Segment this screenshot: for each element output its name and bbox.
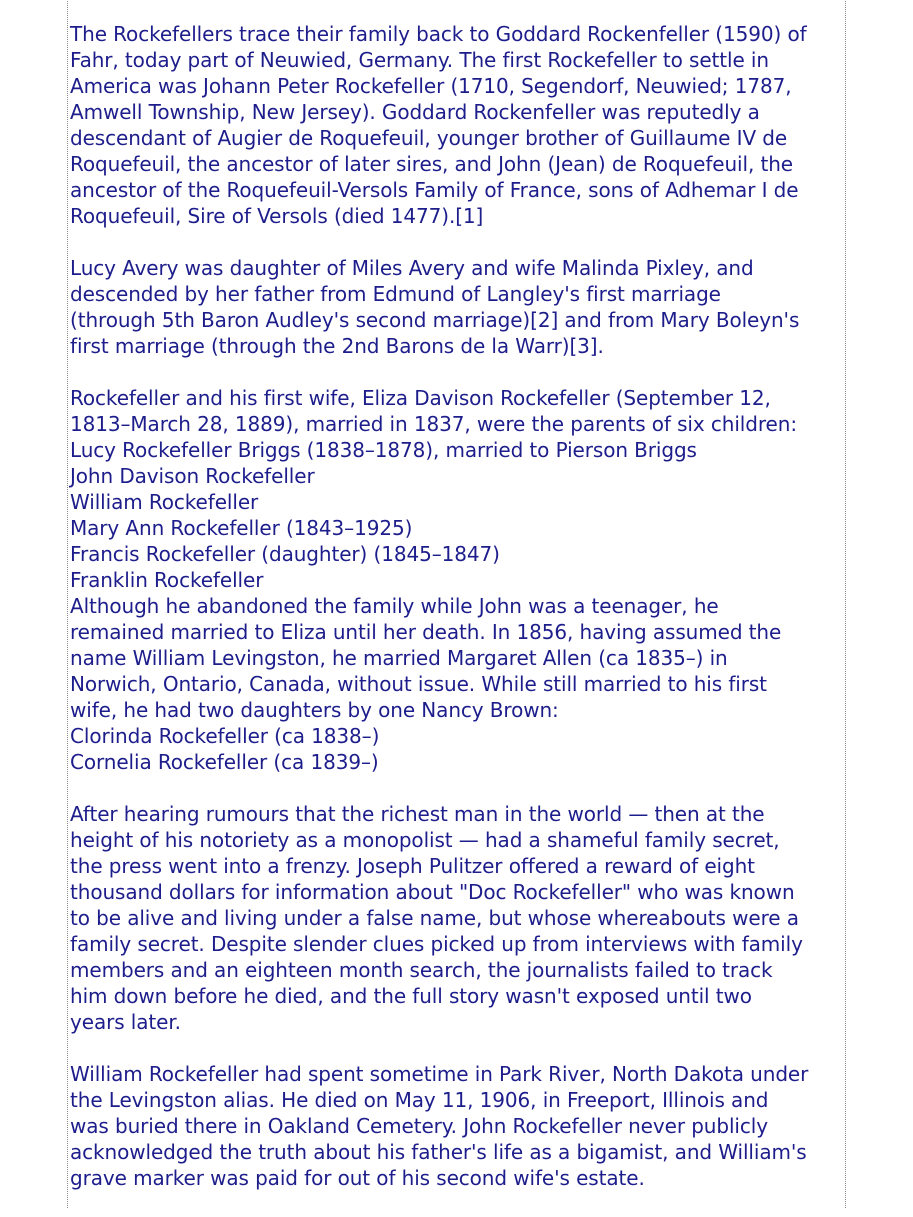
list-item: William Rockefeller bbox=[70, 490, 259, 514]
text-line: Lucy Avery was daughter of Miles Avery and wife Malinda Pixley, and bbox=[70, 256, 754, 280]
text-line: name William Levingston, he married Margaret Allen (ca 1835–) in bbox=[70, 646, 728, 670]
paragraph-children bbox=[70, 385, 844, 775]
text-line: ancestor of the Roquefeuil-Versols Family of France, sons of Adhemar I de bbox=[70, 178, 799, 202]
list-item: Franklin Rockefeller bbox=[70, 568, 264, 592]
text-line: Although he abandoned the family while John was a teenager, he bbox=[70, 594, 719, 618]
text-line: 1813–March 28, 1889), married in 1837, were the parents of six children: bbox=[70, 412, 797, 436]
list-item: Francis Rockefeller (daughter) (1845–1847) bbox=[70, 542, 500, 566]
text-line: Rockefeller and his first wife, Eliza Davison Rockefeller (September 12, bbox=[70, 386, 771, 410]
text-line: acknowledged the truth about his father's life as a bigamist, and William's bbox=[70, 1140, 807, 1164]
text-line: height of his notoriety as a monopolist — had a shameful family secret, bbox=[70, 828, 780, 852]
paragraph-press bbox=[70, 801, 844, 1035]
paragraph-ancestry bbox=[70, 21, 844, 229]
text-line: Roquefeuil, the ancestor of later sires, and John (Jean) de Roquefeuil, the bbox=[70, 152, 793, 176]
text-line: first marriage (through the 2nd Barons de la Warr)[3]. bbox=[70, 334, 604, 358]
text-line: The Rockefellers trace their family back to Goddard Rockenfeller (1590) of bbox=[70, 22, 807, 46]
text-line: him down before he died, and the full story wasn't exposed until two bbox=[70, 984, 752, 1008]
text-line: (through 5th Baron Audley's second marriage)[2] and from Mary Boleyn's bbox=[70, 308, 800, 332]
text-line: descended by her father from Edmund of Langley's first marriage bbox=[70, 282, 721, 306]
text-line: descendant of Augier de Roquefeuil, younger brother of Guillaume IV de bbox=[70, 126, 788, 150]
list-item: Lucy Rockefeller Briggs (1838–1878), married to Pierson Briggs bbox=[70, 438, 697, 462]
document-body bbox=[70, 21, 844, 1217]
text-line: William Rockefeller had spent sometime in Park River, North Dakota under bbox=[70, 1062, 809, 1086]
text-line: remained married to Eliza until her death. In 1856, having assumed the bbox=[70, 620, 782, 644]
paragraph-death bbox=[70, 1061, 844, 1191]
list-item: Clorinda Rockefeller (ca 1838–) bbox=[70, 724, 380, 748]
paragraph-lucy-avery bbox=[70, 255, 844, 359]
text-line: America was Johann Peter Rockefeller (1710, Segendorf, Neuwied; 1787, bbox=[70, 74, 792, 98]
list-item: Mary Ann Rockefeller (1843–1925) bbox=[70, 516, 413, 540]
text-line: thousand dollars for information about "Doc Rockefeller" who was known bbox=[70, 880, 795, 904]
text-line: years later. bbox=[70, 1010, 181, 1034]
text-line: the Levingston alias. He died on May 11, 1906, in Freeport, Illinois and bbox=[70, 1088, 769, 1112]
text-line: Fahr, today part of Neuwied, Germany. The first Rockefeller to settle in bbox=[70, 48, 769, 72]
text-line: Norwich, Ontario, Canada, without issue. While still married to his first bbox=[70, 672, 767, 696]
list-item: Cornelia Rockefeller (ca 1839–) bbox=[70, 750, 379, 774]
list-item: John Davison Rockefeller bbox=[70, 464, 315, 488]
text-line: to be alive and living under a false name, but whose whereabouts were a bbox=[70, 906, 799, 930]
text-line: After hearing rumours that the richest man in the world — then at the bbox=[70, 802, 765, 826]
text-line: Amwell Township, New Jersey). Goddard Rockenfeller was reputedly a bbox=[70, 100, 760, 124]
text-line: the press went into a frenzy. Joseph Pulitzer offered a reward of eight bbox=[70, 854, 755, 878]
text-line: Roquefeuil, Sire of Versols (died 1477).[1] bbox=[70, 204, 484, 228]
text-line: family secret. Despite slender clues picked up from interviews with family bbox=[70, 932, 803, 956]
text-line: members and an eighteen month search, the journalists failed to track bbox=[70, 958, 773, 982]
text-line: was buried there in Oakland Cemetery. John Rockefeller never publicly bbox=[70, 1114, 768, 1138]
text-line: wife, he had two daughters by one Nancy Brown: bbox=[70, 698, 559, 722]
text-line: grave marker was paid for out of his second wife's estate. bbox=[70, 1166, 645, 1190]
